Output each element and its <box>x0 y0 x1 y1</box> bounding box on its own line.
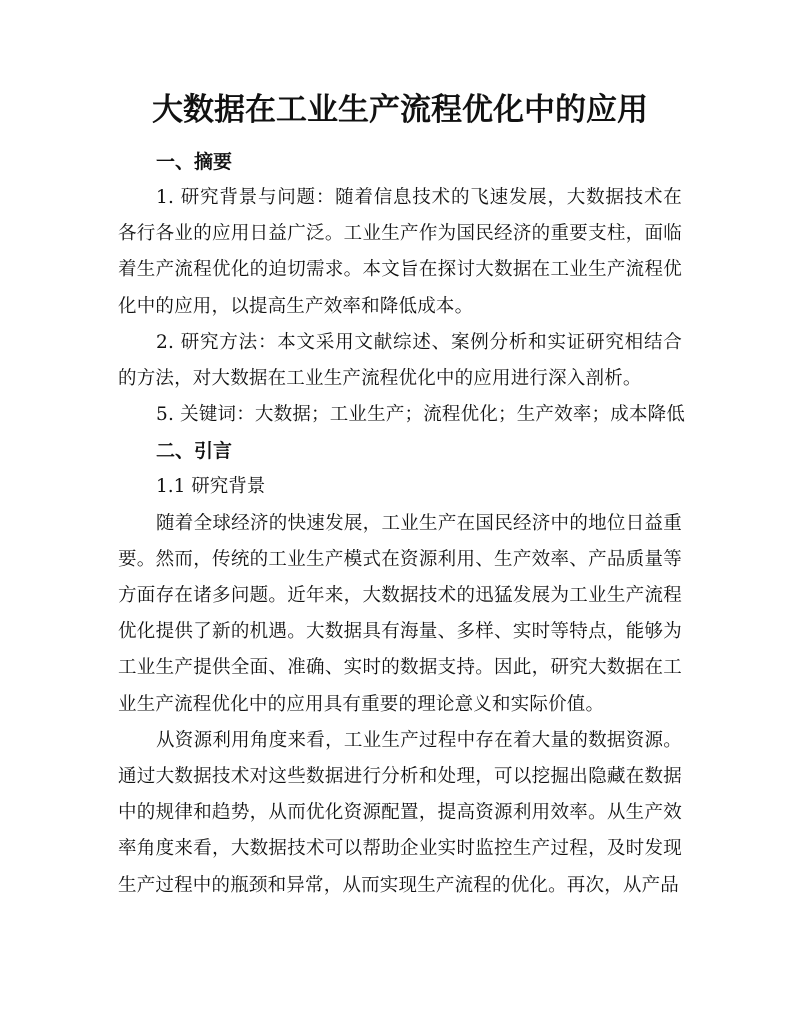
abstract-paragraph-method: 2. 研究方法：本文采用文献综述、案例分析和实证研究相结合的方法，对大数据在工业生产流程优化中的应用进行深入剖析。 <box>118 331 682 390</box>
introduction-paragraph-1: 随着全球经济的快速发展，工业生产在国民经济中的地位日益重要。然而，传统的工业生产模式在资源利用、生产效率、产品质量等方面存在诸多问题。近年来，大数据技术的迅猛发展为工业生产流程优化提供了新的机遇。大数据具有海量、多样、实时等特点，能够为工业生产提供全面、准确、实时的数据支持。因此，研究大数据在工业生产流程优化中的应用具有重要的理论意义和实际价值。 <box>118 512 682 715</box>
subsection-heading-background: 1.1 研究背景 <box>156 476 266 498</box>
introduction-paragraph-2: 从资源利用角度来看，工业生产过程中存在着大量的数据资源。通过大数据技术对这些数据进行分析和处理，可以挖掘出隐藏在数据中的规律和趋势，从而优化资源配置，提高资源利用效率。从生产效率角度来看，大数据技术可以帮助企业实时监控生产过程，及时发现生产过程中的瓶颈和异常，从而实现生产流程的优化。再次，从产品 <box>118 729 682 896</box>
title-spacer <box>118 132 682 144</box>
abstract-paragraph-keywords: 5. 关键词：大数据；工业生产；流程优化；生产效率；成本降低 <box>156 404 686 426</box>
section-heading-abstract: 一、摘要 <box>156 151 233 173</box>
section-heading-introduction: 二、引言 <box>156 440 233 463</box>
document-title: 大数据在工业生产流程优化中的应用 <box>152 92 648 128</box>
abstract-paragraph-background: 1. 研究背景与问题：随着信息技术的飞速发展，大数据技术在各行各业的应用日益广泛。工业生产作为国民经济的重要支柱，面临着生产流程优化的迫切需求。本文旨在探讨大数据在工业生产流程优化中的应用，以提高生产效率和降低成本。 <box>118 187 682 317</box>
